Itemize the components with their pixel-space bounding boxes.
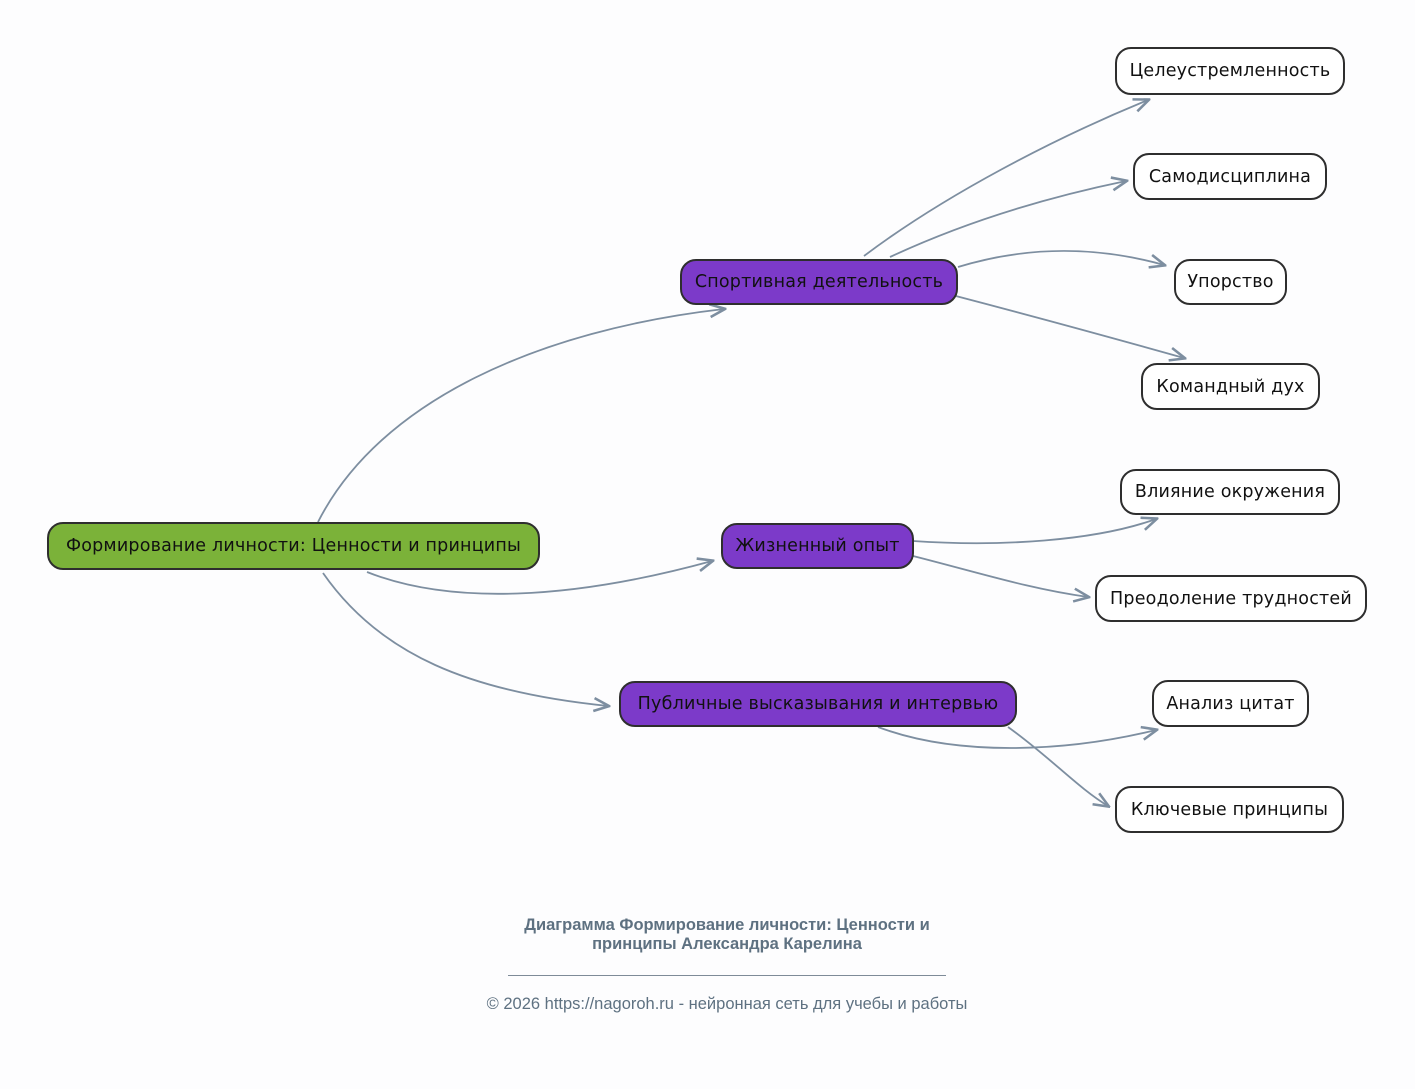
diagram-caption-line1: Диаграмма Формирование личности: Ценности и [524, 916, 930, 934]
edge-sports-to-self-discipline [890, 181, 1126, 257]
branch-node-life-experience: Жизненный опыт [721, 523, 914, 569]
diagram-caption [524, 916, 930, 954]
branch-node-public-statements: Публичные высказывания и интервью [619, 681, 1017, 727]
edge-life-to-overcoming-difficulties [913, 556, 1088, 597]
edge-public-to-quote-analysis [878, 727, 1156, 748]
edge-life-to-environment-influence [913, 519, 1156, 543]
footer-divider [508, 975, 946, 976]
leaf-node-determination: Целеустремленность [1115, 47, 1345, 95]
branch-node-sports-activity: Спортивная деятельность [680, 259, 958, 305]
leaf-node-key-principles: Ключевые принципы [1115, 786, 1344, 833]
copyright-text: © 2026 https://nagoroh.ru - нейронная сеть для учебы и работы [486, 995, 968, 1013]
leaf-node-persistence: Упорство [1174, 259, 1287, 305]
leaf-node-overcoming-difficulties: Преодоление трудностей [1095, 575, 1367, 622]
edge-sports-to-team-spirit [952, 295, 1184, 358]
leaf-node-team-spirit: Командный дух [1141, 363, 1320, 410]
diagram-caption-line2: принципы Александра Карелина [592, 935, 862, 953]
leaf-node-environment-influence: Влияние окружения [1120, 469, 1340, 515]
edge-public-to-key-principles [1008, 727, 1108, 806]
leaf-node-self-discipline: Самодисциплина [1133, 153, 1327, 200]
edge-root-to-sports [318, 309, 724, 522]
edge-sports-to-persistence [958, 251, 1164, 267]
root-node-personality-formation: Формирование личности: Ценности и принципы [47, 522, 540, 570]
edge-sports-to-determination [864, 100, 1148, 256]
leaf-node-quote-analysis: Анализ цитат [1152, 680, 1309, 727]
